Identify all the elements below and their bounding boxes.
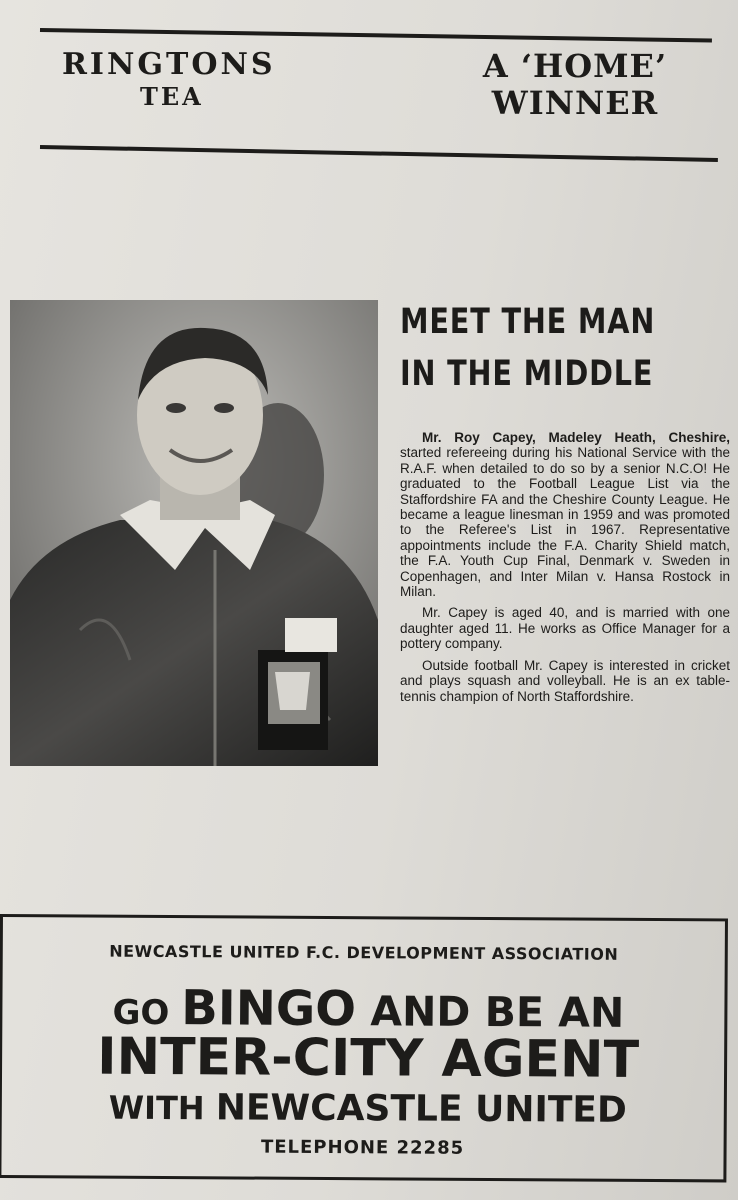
- advert-with: WITH: [108, 1088, 216, 1128]
- advert-go: GO: [112, 992, 182, 1034]
- advert-line-2: INTER-CITY AGENT: [97, 1027, 640, 1090]
- brand-line-2: TEA: [140, 81, 204, 111]
- header-top-rule: [40, 28, 712, 43]
- advert-line-3: [38, 1089, 698, 1129]
- home-winner-slogan: [470, 48, 680, 122]
- bio-paragraph-1-text: started refereeing during his National Service with the R.A.F. when detailed to do so by a senior N.C.O! He graduated to the Football League List via the Staffordshire FA and the Cheshire County League. He became a league linesman in 1959 and was promoted to the Referee's List in 1967. Representative appointments include the F.A. Charity Shield match, the F.A. Youth Cup Final, Denmark v. Sweden in Copenhagen, and Inter Milan v. Hansa Rostock in Milan.: [400, 445, 730, 600]
- slogan-line-1: A ‘HOME’: [482, 47, 668, 85]
- advert-and-be-an: AND BE AN: [355, 987, 625, 1037]
- article-headline: [400, 296, 738, 400]
- advert-club-name: NEWCASTLE UNITED: [215, 1087, 627, 1131]
- headline-line-1: MEET THE MAN: [400, 302, 656, 342]
- development-association-label: NEWCASTLE UNITED F.C. DEVELOPMENT ASSOCIATION: [109, 941, 619, 964]
- referee-name: Mr. Roy Capey, Madeley Heath, Cheshire,: [422, 430, 730, 445]
- referee-biography: [400, 430, 738, 770]
- advert-telephone: TELEPHONE 22285: [260, 1136, 465, 1159]
- brand-line-1: RINGTONS: [62, 47, 276, 82]
- ringtons-tea-brand: [62, 48, 362, 110]
- header-bottom-rule: [40, 145, 718, 162]
- bio-paragraph-3: Outside football Mr. Capey is interested in cricket and plays squash and volleyball. He is an ex table-tennis champion of North Staffordshire.: [400, 657, 730, 704]
- headline-line-2: IN THE MIDDLE: [400, 354, 654, 394]
- bio-paragraph-1: [400, 430, 730, 599]
- referee-photo: [10, 300, 378, 766]
- bio-paragraph-2: Mr. Capey is aged 40, and is married with one daughter aged 11. He works as Office Manager for a pottery company.: [400, 605, 730, 652]
- slogan-line-2: WINNER: [491, 83, 659, 122]
- advert-bingo: BINGO: [181, 980, 357, 1038]
- bingo-advert: [0, 914, 728, 1182]
